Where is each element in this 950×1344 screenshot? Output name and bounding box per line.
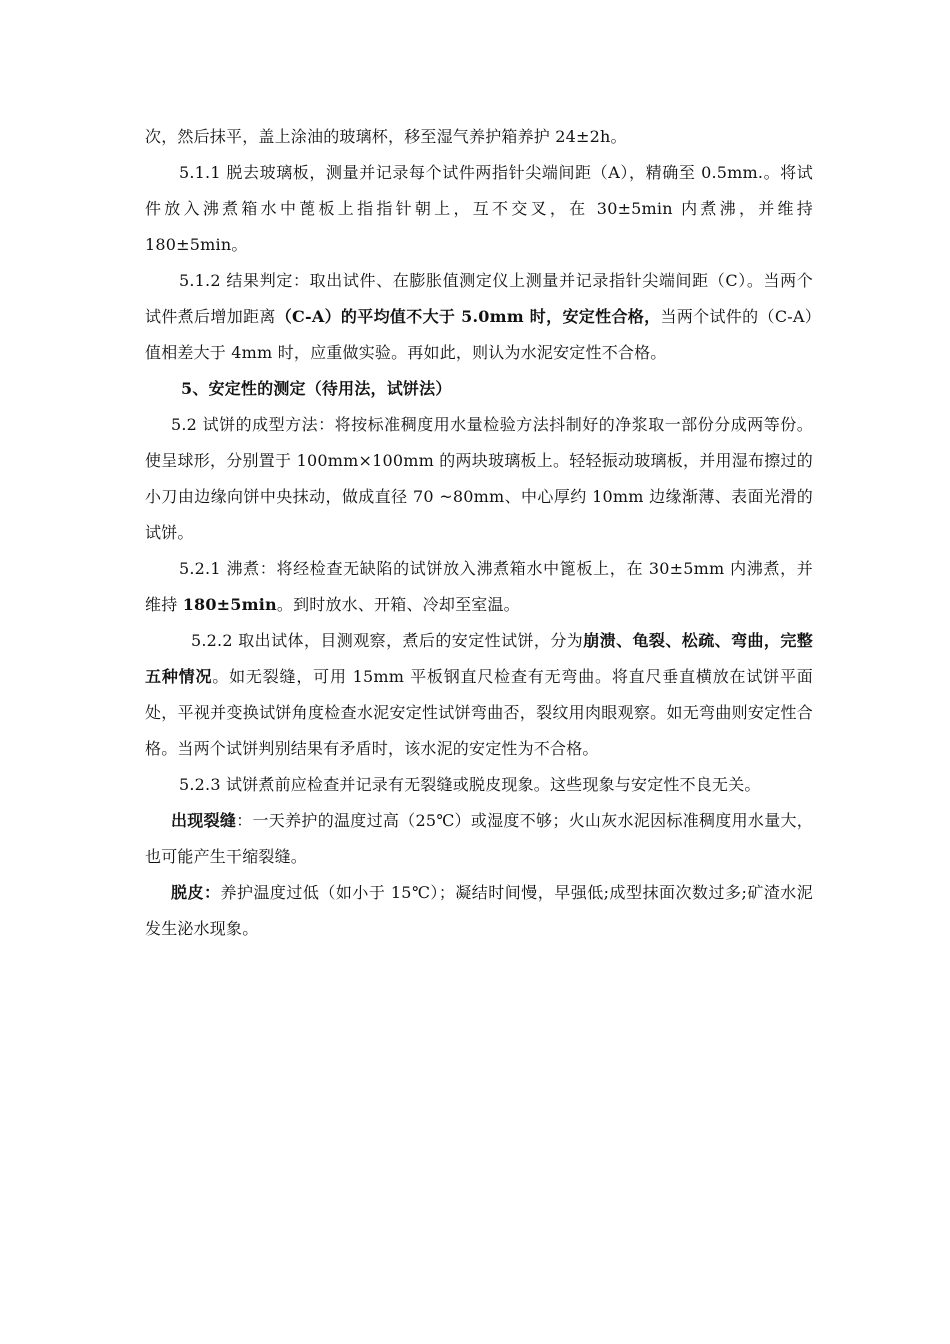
paragraph-5-2-2	[145, 623, 813, 767]
paragraph-5-2-2-text-c: 。如无裂缝，可用 15mm 平板钢直尺检查有无弯曲。将直尺垂直横放在试饼平面处，平视并变换试饼角度检查水泥安定性试饼弯曲否，裂纹用肉眼观察。如无弯曲则安定性合格。当两个试饼判别结果有矛盾时，该水泥的安定性为不合格。	[145, 667, 813, 758]
paragraph-5-1-2	[145, 263, 813, 371]
paragraph-5-2-1	[145, 551, 813, 623]
section-heading: 5、安定性的测定（待用法，试饼法）	[181, 379, 452, 398]
paragraph-5-1-2-text-a: 5.1.2 结果判定：取出试件、在膨胀值测定仪上测量并记录指针尖端间距（C）。当两个试件煮后增加距离	[145, 271, 813, 326]
paragraph-5-2: 5.2 试饼的成型方法：将按标准稠度用水量检验方法抖制好的净浆取一部份分成两等份。使呈球形，分别置于 100mm×100mm 的两块玻璃板上。轻轻振动玻璃板，并用湿布擦过的小刀由边缘向饼中央抹动，做成直径 70 ~80mm、中心厚约 10mm 边缘渐薄、表面光滑的试饼。	[145, 415, 813, 542]
paragraph-5-1-1: 5.1.1 脱去玻璃板，测量并记录每个试件两指针尖端间距（A），精确至 0.5mm.。将试件放入沸煮箱水中蓖板上指指针朝上，互不交叉，在 30±5min 内煮沸，并维持 180±5min。	[145, 163, 813, 254]
cracking-text: ：一天养护的温度过高（25℃）或湿度不够；火山灰水泥因标准稠度用水量大，也可能产生干缩裂缝。	[145, 811, 813, 866]
paragraph-peeling	[145, 875, 813, 947]
paragraph-5-1-2-text-c: 当两个试件的（C-A）值相差大于 4mm 时，应重做实验。再如此，则认为水泥安定性不合格。	[145, 307, 813, 362]
paragraph-5-2-3: 5.2.3 试饼煮前应检查并记录有无裂缝或脱皮现象。这些现象与安定性不良无关。	[179, 775, 761, 794]
paragraph-5-2-2-bold: 崩溃、龟裂、松疏、弯曲，完整五种情况	[145, 631, 813, 686]
paragraph-cracking	[145, 803, 813, 875]
paragraph-5-2-1-bold: 180±5min	[182, 595, 277, 614]
peeling-label: 脱皮：	[171, 883, 221, 902]
cracking-label: 出现裂缝	[171, 811, 237, 830]
paragraph-continuation: 次，然后抹平，盖上涂油的玻璃杯，移至湿气养护箱养护 24±2h。	[145, 127, 627, 146]
paragraph-5-2-2-text-a: 5.2.2 取出试体，目测观察，煮后的安定性试饼，分为	[191, 631, 584, 650]
paragraph-5-1-2-bold: （C-A）的平均值不大于 5.0mm 时，安定性合格，	[275, 307, 661, 326]
paragraph-5-2-1-text-c: 。到时放水、开箱、冷却至室温。	[276, 595, 520, 614]
paragraph-5-2-1-text-a: 5.2.1 沸煮：将经检查无缺陷的试饼放入沸煮箱水中篦板上，在 30±5mm 内沸煮，并维持	[145, 559, 813, 614]
peeling-text: 养护温度过低（如小于 15℃）；凝结时间慢，早强低;成型抹面次数过多;矿渣水泥发生泌水现象。	[145, 883, 813, 938]
document-body	[145, 119, 813, 947]
